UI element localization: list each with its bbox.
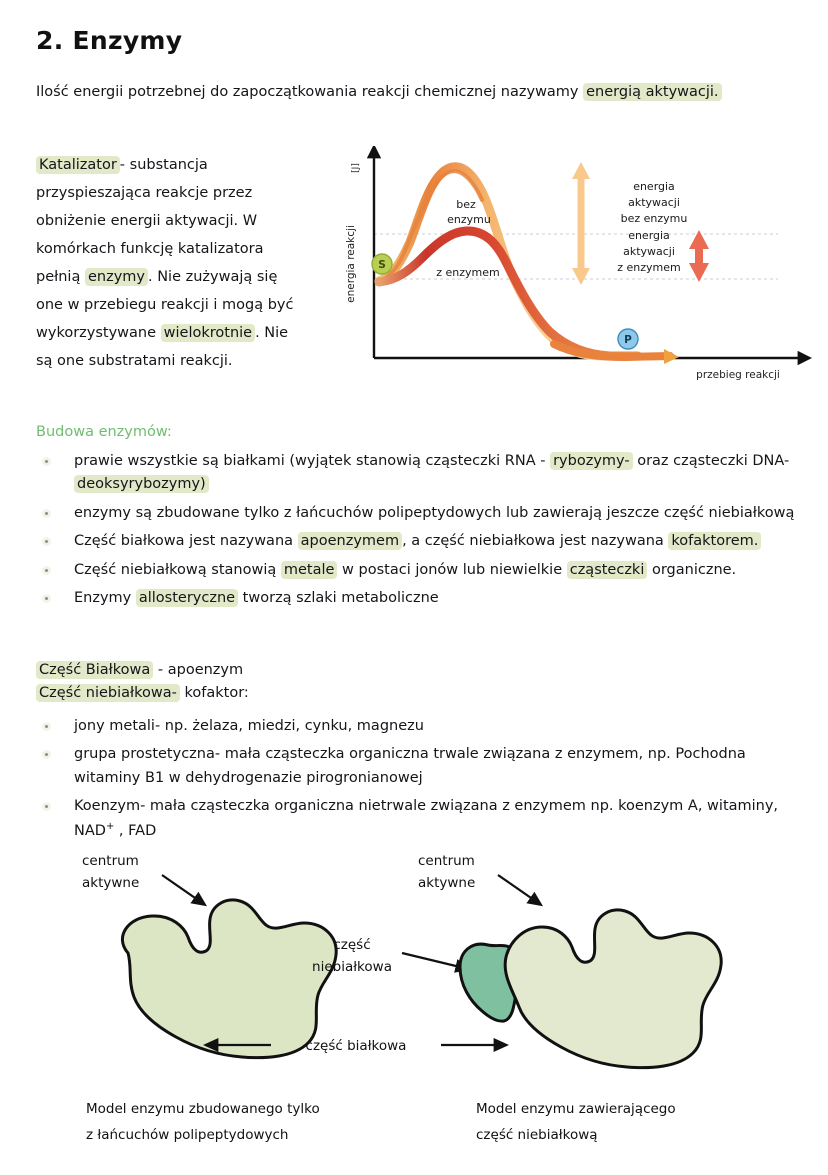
annotation-ea-z-enzymem — [617, 229, 709, 282]
budowa-item-2-seg-2: , a część niebiałkowa jest nazywana — [402, 533, 669, 550]
budowa-item — [36, 502, 811, 525]
svg-text:aktywacji: aktywacji — [628, 196, 680, 209]
czesc-niebialkowa-rest: kofaktor: — [179, 685, 249, 702]
wielokrotnie-highlight: wielokrotnie — [161, 324, 255, 342]
kofaktor-item — [36, 715, 811, 738]
budowa-item-4-seg-2: tworzą szlaki metaboliczne — [238, 590, 439, 607]
czesc-niebialkowa-highlight: Część niebiałkowa- — [36, 684, 180, 702]
bullet-dot-icon — [42, 457, 51, 466]
bullet-dot-icon — [42, 537, 51, 546]
right-enzyme-body — [505, 910, 721, 1068]
budowa-item-0-seg-0: prawie wszystkie są białkami (wyjątek stanowią cząsteczki RNA - — [74, 453, 551, 469]
substrate-marker — [372, 254, 392, 274]
budowa-item-3-seg-0: Część niebiałkową stanowią — [74, 561, 281, 578]
catalyst-text-3: . Nie są one substratami reakcji. — [36, 324, 289, 369]
budowa-item-3-seg-3: cząsteczki — [567, 561, 648, 579]
svg-text:bez enzymu: bez enzymu — [620, 212, 688, 225]
katalizator-highlight: Katalizator — [36, 156, 120, 174]
budowa-item-4-seg-1: allosteryczne — [136, 589, 238, 607]
left-callout-line1: centrum — [82, 853, 139, 869]
bullet-dot-icon — [42, 566, 51, 575]
bullet-dot-icon — [42, 750, 51, 759]
right-caption-line1: Model enzymu zawierającego — [476, 1101, 676, 1117]
svg-text:energia: energia — [633, 180, 675, 193]
budowa-item-0-seg-2: oraz cząsteczki DNA- — [632, 453, 790, 469]
kofaktor-item-0-seg-0: jony metali- np. żelaza, miedzi, cynku, magnezu — [74, 718, 424, 734]
budowa-item-4-seg-0: Enzymy — [74, 590, 136, 607]
budowa-item-0-seg-3: deoksyrybozymy) — [74, 475, 209, 493]
budowa-item-2-seg-3: kofaktorem. — [668, 532, 761, 550]
svg-text:S: S — [378, 259, 386, 271]
left-callout-line2: aktywne — [82, 875, 140, 891]
curve-z-enzymem — [379, 231, 638, 356]
svg-text:aktywacji: aktywacji — [623, 245, 675, 258]
product-marker — [618, 329, 638, 349]
kofaktor-item-2-seg-1: + — [105, 820, 115, 832]
enzyme-model-left — [82, 853, 336, 1143]
chart-y-unit: [J] — [351, 163, 361, 173]
kofaktor-item-2-seg-0: Koenzym- mała cząsteczka organiczna nietrwale związana z enzymem np. koenzym A, witaminy, NAD — [74, 798, 779, 839]
budowa-item-3-seg-2: w postaci jonów lub niewielkie — [337, 561, 567, 578]
czesc-bialkowa-line — [36, 659, 811, 682]
kofaktor-item — [36, 795, 811, 843]
activation-energy-chart — [338, 146, 816, 394]
budowa-item — [36, 559, 811, 582]
chart-series-label-z-enzymem: z enzymem — [436, 266, 500, 279]
intro-text: Ilość energii potrzebnej do zapoczątkowania reakcji chemicznej nazywamy — [36, 84, 584, 100]
catalyst-text-1: - substancja przyspieszająca reakcje przez obniżenie energii aktywacji. W komórkach funkcję katalizatora pełnią — [36, 157, 264, 285]
budowa-item-2-seg-0: Część białkowa jest nazywana — [74, 533, 298, 550]
chart-y-label: energia reakcji — [345, 225, 357, 303]
chart-axes — [374, 156, 800, 358]
czesc-bialkowa-rest: - apoenzym — [153, 662, 244, 678]
intro-sentence — [36, 82, 806, 104]
curve-product-arrowhead — [664, 349, 679, 364]
cofactor-callout-line2: niebiałkowa — [312, 959, 392, 975]
bullet-dot-icon — [42, 722, 51, 731]
svg-text:z enzymem: z enzymem — [617, 261, 681, 274]
czesc-niebialkowa-line — [36, 682, 811, 705]
czesc-bialkowa-connector-label: część białkowa — [305, 1038, 407, 1054]
left-caption-line2: z łańcuchów polipeptydowych — [86, 1127, 289, 1143]
left-caption-line1: Model enzymu zbudowanego tylko — [86, 1101, 320, 1117]
kofaktor-item-2-seg-2: , FAD — [114, 822, 157, 839]
budowa-item-0-seg-1: rybozymy- — [550, 452, 633, 470]
budowa-enzymow-list — [36, 450, 811, 616]
left-enzyme-body — [122, 900, 336, 1058]
page-title: 2. Enzymy — [36, 26, 183, 55]
chart-series-label-bez-enzymu-2: enzymu — [447, 213, 491, 226]
enzyme-model-diagram — [36, 845, 811, 1175]
right-callout-line2: aktywne — [418, 875, 476, 891]
catalyst-text-2: . Nie zużywają się one w przebiegu reakcji i mogą być wykorzystywane — [36, 268, 294, 341]
budowa-item — [36, 530, 811, 553]
kofaktor-item-1-seg-0: grupa prostetyczna- mała cząsteczka organiczna trwale związana z enzymem, np. Pochodna witaminy B1 w dehydrogenazie pirogronianowej — [74, 746, 746, 786]
chart-x-label: przebieg reakcji — [696, 369, 780, 381]
enzymy-highlight: enzymy — [85, 268, 148, 286]
cofactor-callout-line1: część — [333, 937, 371, 953]
czesc-bialkowa-block — [36, 659, 811, 706]
czesc-bialkowa-highlight: Część Białkowa — [36, 661, 153, 679]
budowa-item-3-seg-1: metale — [281, 561, 338, 579]
kofaktor-list — [36, 715, 811, 848]
chart-series-label-bez-enzymu-1: bez — [456, 198, 476, 211]
budowa-item-2-seg-1: apoenzymem — [298, 532, 402, 550]
budowa-item — [36, 450, 811, 497]
bullet-dot-icon — [42, 802, 51, 811]
budowa-enzymow-heading: Budowa enzymów: — [36, 424, 172, 440]
intro-highlight: energią aktywacji. — [583, 83, 721, 101]
budowa-item — [36, 587, 811, 610]
svg-text:energia: energia — [628, 229, 670, 242]
budowa-item-1-seg-0: enzymy są zbudowane tylko z łańcuchów polipeptydowych lub zawierają jeszcze część niebiałkową — [74, 504, 795, 521]
bullet-dot-icon — [42, 594, 51, 603]
right-callout-line1: centrum — [418, 853, 475, 869]
svg-text:P: P — [624, 334, 632, 346]
right-caption-line2: część niebiałkową — [476, 1127, 598, 1143]
bullet-dot-icon — [42, 509, 51, 518]
enzyme-model-right — [312, 853, 721, 1143]
kofaktor-item — [36, 743, 811, 790]
catalyst-paragraph — [36, 152, 308, 376]
budowa-item-3-seg-4: organiczne. — [647, 561, 737, 578]
